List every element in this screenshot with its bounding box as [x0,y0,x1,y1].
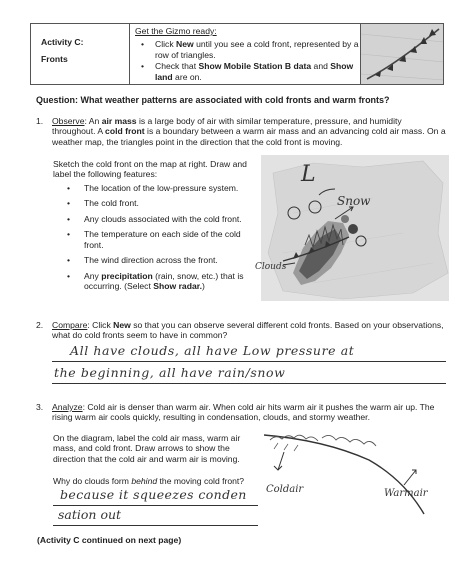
activity-topic: Fronts [41,54,68,65]
main-question: Question: What weather patterns are associated with cold fronts and warm fronts? [36,95,390,105]
gizmo-setup-cell [130,24,361,84]
cold-air-label: Coldair [266,484,304,495]
low-pressure-label: L [301,162,316,187]
q3-why-question: Why do clouds form behind the moving cold front? [53,476,245,486]
feature-item: • The location of the low-pressure system. [67,183,252,193]
feature-item: • Any clouds associated with the cold front. [67,214,252,224]
setup-step-new: • Click New until you see a cold front, represented by a row of triangles. [141,39,360,60]
setup-step-checkboxes: • Check that Show Mobile Station B data and Show land are on. [141,61,360,82]
feature-item: • The cold front. [67,198,252,208]
q3-answer-2: sation out [58,507,122,522]
q3-answer-1: because it squeezes conden [60,487,247,502]
clouds-label: Clouds [255,262,287,272]
feature-item: • The temperature on each side of the cold front. [67,229,252,250]
q1-sketch-instructions: Sketch the cold front on the map at right. Draw and label the following features: [53,159,247,180]
q2-answer-2: the beginning, all have rain/snow [54,365,286,380]
q2-answer-1: All have clouds, all have Low pressure at [70,343,355,358]
warm-air-label: Warmair [384,488,428,499]
activity-label-cell [31,24,130,84]
feature-list [67,183,252,297]
cold-front-thumbnail [361,24,443,84]
q3-number: 3. [36,402,44,412]
q2-compare-text: Compare: Click New so that you can observe several different cold fronts. Based on your observations, what do cold fronts seem to have in common? [52,320,444,341]
activity-label: Activity C: [41,37,84,47]
feature-item: • The wind direction across the front. [67,255,252,265]
q3-diagram-instructions: On the diagram, label the cold air mass, warm air mass, and cold front. Draw arrows to show the direction that the cold air and warm air is moving. [53,433,241,464]
feature-item-precipitation: • Any precipitation (rain, snow, etc.) that is occurring. (Select Show radar.) [67,271,252,292]
front-cross-section-diagram [264,430,450,516]
continued-note: (Activity C continued on next page) [37,535,182,545]
activity-header-table [30,23,444,85]
setup-steps [135,39,360,82]
gizmo-ready-title: Get the Gizmo ready: [135,26,217,36]
q1-observe-text: Observe: An air mass is a large body of air with similar temperature, pressure, and humidity throughout. A cold front is a boundary between a warm air mass and an advancing cold air mass. On a weather map, the triangles point in the direction that the cold front is moving. [52,116,446,147]
q3-analyze-text: Analyze: Cold air is denser than warm air. When cold air hits warm air it pushes the warm air up. The rising warm air cools quickly, resulting in condensation, clouds, and stormy weather. [52,402,435,423]
snow-label: Snow [337,194,371,208]
q1-number: 1. [36,116,44,126]
weather-map-sketch [253,153,451,303]
q2-number: 2. [36,320,44,330]
